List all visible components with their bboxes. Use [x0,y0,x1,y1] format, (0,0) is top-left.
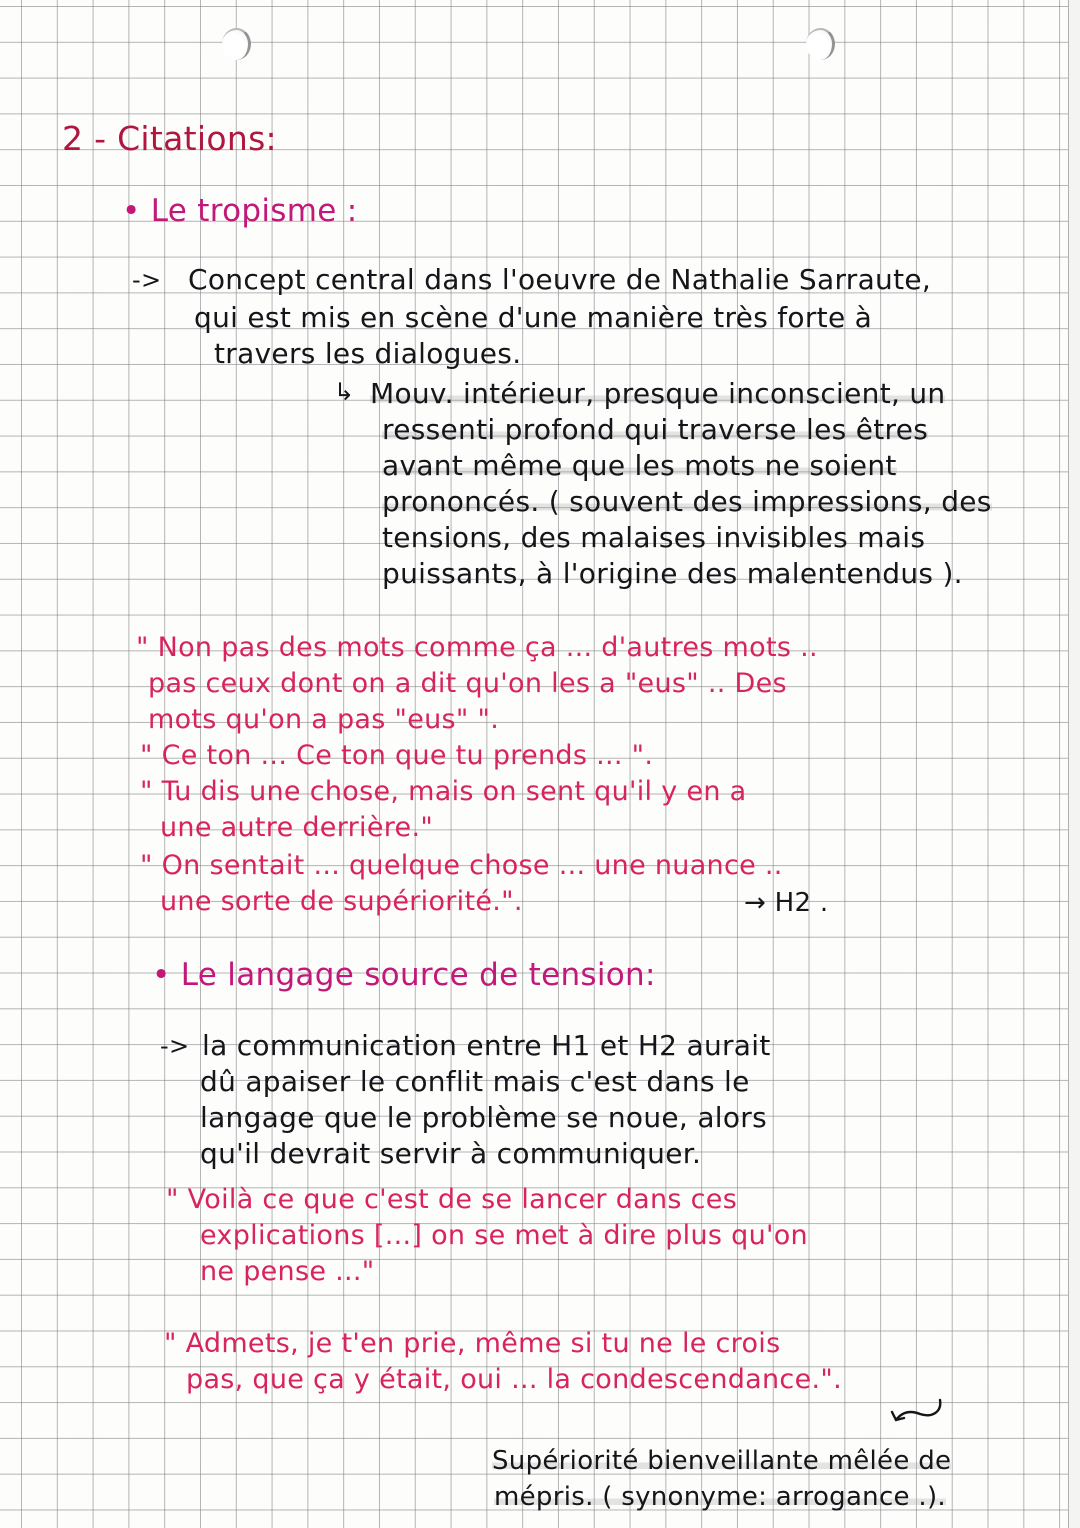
definition-line: puissants, à l'origine des malentendus ). [382,557,963,590]
section-title: 2 - Citations: [62,119,277,158]
page-edge [1068,0,1080,1528]
quote-line: " Tu dis une chose, mais on sent qu'il y en a [140,776,747,807]
arrow-icon: -> [132,266,162,294]
curved-arrow-icon [880,1398,950,1438]
explanation-line: qu'il devrait servir à communiquer. [200,1137,702,1170]
binder-hole-left [222,28,251,60]
quote-line: ne pense ..." [200,1256,375,1287]
speaker-note: → H2 . [744,888,829,918]
quote-line: " Admets, je t'en prie, même si tu ne le crois [164,1328,781,1359]
explanation-line: Concept central dans l'oeuvre de Nathalie Sarraute, [188,263,932,296]
annotation-line: mépris. ( synonyme: arrogance .). [494,1482,946,1512]
definition-line: Mouv. intérieur, presque inconscient, un [370,377,946,410]
definition-line: prononcés. ( souvent des impressions, des [382,485,992,518]
explanation-line: la communication entre H1 et H2 aurait [202,1029,771,1062]
quote-line: une sorte de supériorité.". [160,886,523,917]
explanation-line: qui est mis en scène d'une manière très forte à [194,301,873,334]
explanation-line: travers les dialogues. [214,337,522,370]
arrow-icon: -> [160,1032,190,1060]
return-arrow-icon: ↳ [334,378,355,406]
quote-line: " Non pas des mots comme ça ... d'autres mots .. [136,632,818,663]
explanation-line: dû apaiser le conflit mais c'est dans le [200,1065,750,1098]
subsection-heading-langage: • Le langage source de tension: [152,957,656,993]
quote-line: " Ce ton ... Ce ton que tu prends ... ". [140,740,654,771]
quote-line: mots qu'on a pas "eus" ". [148,704,500,735]
quote-line: pas, que ça y était, oui ... la condescendance.". [186,1364,842,1395]
quote-line: explications [...] on se met à dire plus qu'on [200,1220,808,1251]
explanation-line: langage que le problème se noue, alors [200,1101,767,1134]
binder-hole-right [806,28,835,60]
definition-line: tensions, des malaises invisibles mais [382,521,926,554]
definition-line: avant même que les mots ne soient [382,449,897,482]
quote-line: " Voilà ce que c'est de se lancer dans ces [166,1184,738,1215]
quote-line: " On sentait ... quelque chose ... une nuance .. [140,850,783,881]
definition-line: ressenti profond qui traverse les êtres [382,413,929,446]
quote-line: pas ceux dont on a dit qu'on les a "eus" .. Des [148,668,787,699]
quote-line: une autre derrière." [160,812,434,843]
subsection-heading-tropisme: • Le tropisme : [122,193,358,229]
annotation-line: Supériorité bienveillante mêlée de [492,1446,952,1476]
